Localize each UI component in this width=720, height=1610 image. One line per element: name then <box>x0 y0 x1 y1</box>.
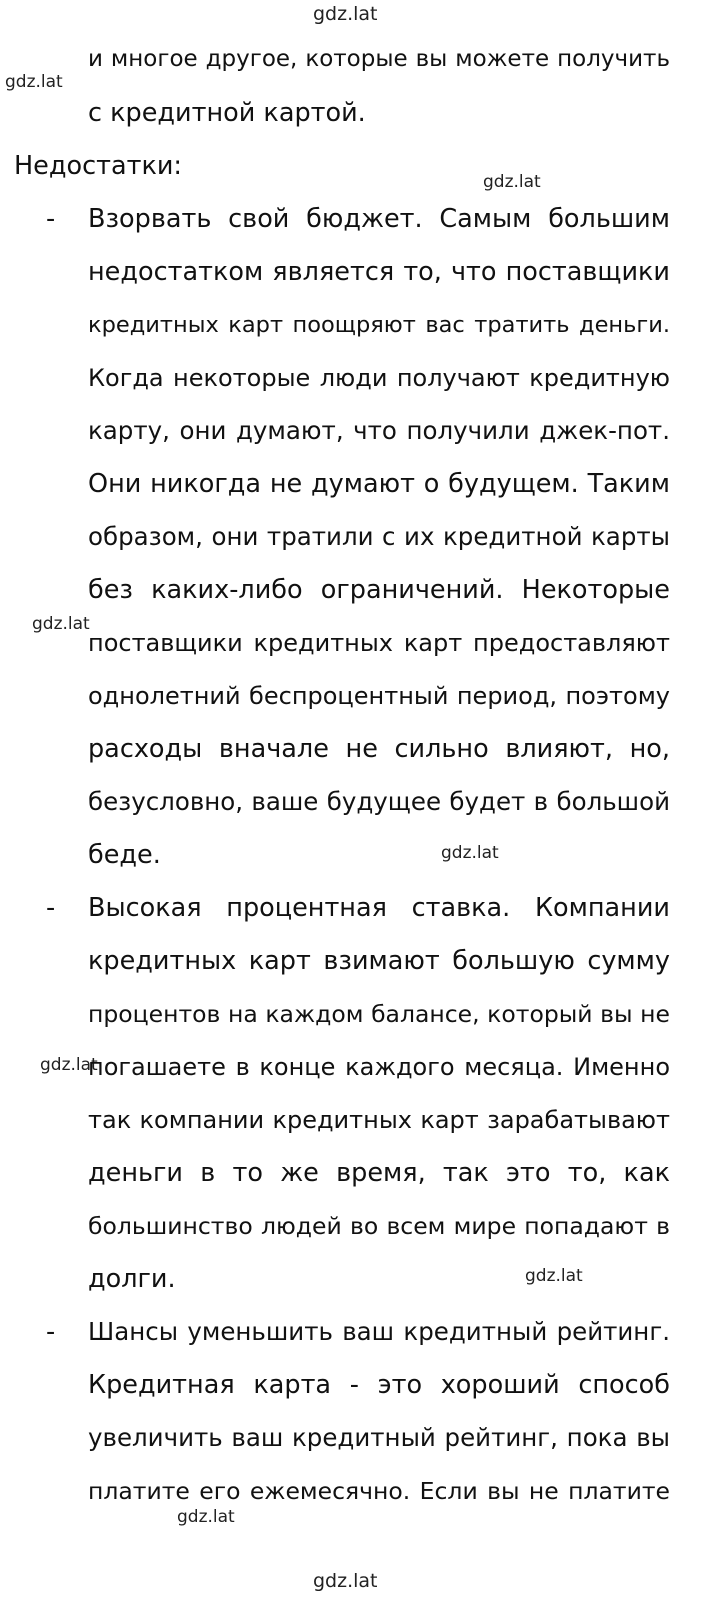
text-line: недостатком является то, что поставщики <box>88 257 670 287</box>
text-line: Шансы уменьшить ваш кредитный рейтинг. <box>88 1317 670 1346</box>
section-heading: Недостатки: <box>14 151 183 181</box>
text-line: платите его ежемесячно. Если вы не платите <box>88 1477 670 1505</box>
watermark: gdz.lat <box>32 614 90 634</box>
text-line: Высокая процентная ставка. Компании <box>88 893 670 923</box>
bullet-marker: - <box>46 893 56 923</box>
watermark-bottom: gdz.lat <box>313 1570 378 1592</box>
text-line: и многое другое, которые вы можете получить <box>88 46 670 72</box>
text-line: карту, они думают, что получили джек-пот. <box>88 416 670 445</box>
text-line: безусловно, ваше будущее будет в большой <box>88 787 670 816</box>
text-line: долги. <box>88 1264 176 1294</box>
watermark: gdz.lat <box>483 172 541 192</box>
text-line: поставщики кредитных карт предоставляют <box>88 629 670 657</box>
text-line: Кредитная карта - это хороший способ <box>88 1370 670 1400</box>
text-line: беде. <box>88 840 161 870</box>
watermark: gdz.lat <box>40 1055 98 1075</box>
text-line: большинство людей во всем мире попадают в <box>88 1212 670 1240</box>
text-line: без каких-либо ограничений. Некоторые <box>88 575 670 605</box>
text-line: кредитных карт поощряют вас тратить деньги. <box>88 312 670 338</box>
text-line: образом, они тратили с их кредитной карты <box>88 522 670 551</box>
bullet-marker: - <box>46 1317 56 1347</box>
text-line: процентов на каждом балансе, который вы не <box>88 1000 670 1028</box>
watermark: gdz.lat <box>525 1266 583 1286</box>
text-line: деньги в то же время, так это то, как <box>88 1158 670 1188</box>
text-line: с кредитной картой. <box>88 98 366 128</box>
watermark: gdz.lat <box>5 72 63 92</box>
bullet-marker: - <box>46 204 56 234</box>
watermark-top: gdz.lat <box>313 3 378 25</box>
text-line: погашаете в конце каждого месяца. Именно <box>88 1053 670 1081</box>
text-line: Они никогда не думают о будущем. Таким <box>88 469 670 499</box>
text-line: так компании кредитных карт зарабатывают <box>88 1106 670 1134</box>
text-line: Когда некоторые люди получают кредитную <box>88 364 670 392</box>
watermark: gdz.lat <box>177 1507 235 1527</box>
text-line: кредитных карт взимают большую сумму <box>88 946 670 976</box>
text-line: однолетний беспроцентный период, поэтому <box>88 682 670 710</box>
watermark: gdz.lat <box>441 843 499 863</box>
text-line: увеличить ваш кредитный рейтинг, пока вы <box>88 1423 670 1452</box>
text-line: расходы вначале не сильно влияют, но, <box>88 734 670 764</box>
text-line: Взорвать свой бюджет. Самым большим <box>88 204 670 234</box>
